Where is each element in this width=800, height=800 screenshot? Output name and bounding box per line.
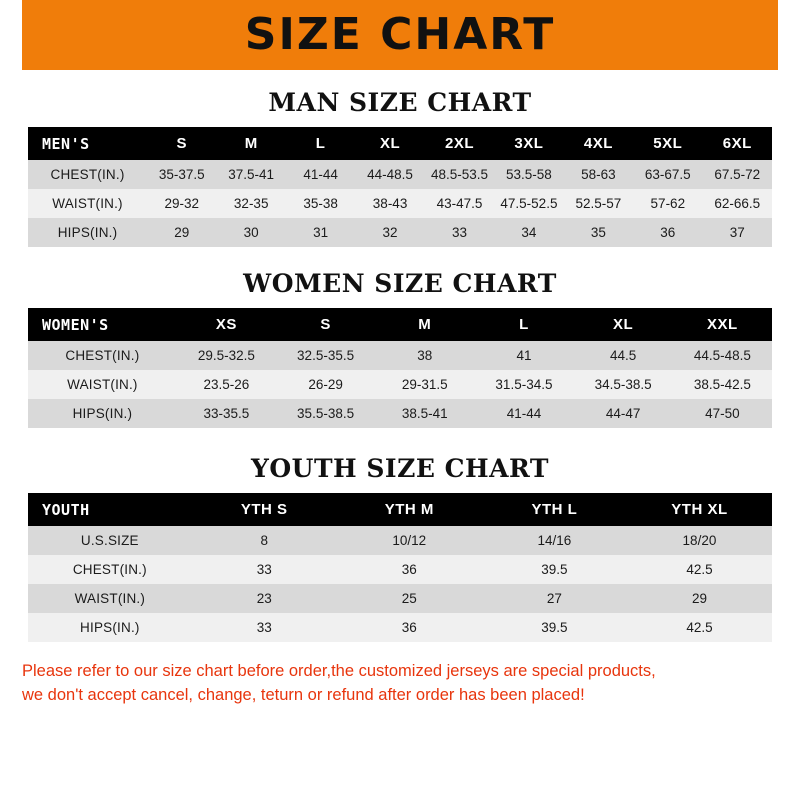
table-cell: 8 bbox=[192, 526, 337, 555]
column-header: L bbox=[474, 308, 573, 341]
column-header: XL bbox=[355, 127, 424, 160]
row-header: HIPS(IN.) bbox=[28, 399, 177, 428]
row-header: WAIST(IN.) bbox=[28, 370, 177, 399]
header-banner bbox=[0, 0, 800, 70]
column-header: XXL bbox=[673, 308, 772, 341]
man-table-wrapper bbox=[28, 127, 772, 247]
table-cell: 31.5-34.5 bbox=[474, 370, 573, 399]
women-size-table bbox=[28, 308, 772, 428]
table-row bbox=[28, 341, 772, 370]
row-header: CHEST(IN.) bbox=[28, 160, 147, 189]
table-cell: 23.5-26 bbox=[177, 370, 276, 399]
row-header: HIPS(IN.) bbox=[28, 613, 192, 642]
table-cell: 41-44 bbox=[286, 160, 355, 189]
table-cell: 63-67.5 bbox=[633, 160, 702, 189]
table-cell: 29.5-32.5 bbox=[177, 341, 276, 370]
table-cell: 44.5-48.5 bbox=[673, 341, 772, 370]
table-cell: 10/12 bbox=[337, 526, 482, 555]
row-header: WAIST(IN.) bbox=[28, 189, 147, 218]
table-row bbox=[28, 218, 772, 247]
table-cell: 27 bbox=[482, 584, 627, 613]
table-header-row bbox=[28, 308, 772, 341]
table-cell: 33 bbox=[192, 613, 337, 642]
table-cell: 29 bbox=[147, 218, 216, 247]
column-header: YOUTH bbox=[28, 493, 192, 526]
column-header: YTH XL bbox=[627, 493, 772, 526]
footer-note bbox=[22, 660, 778, 708]
youth-table-wrapper bbox=[28, 493, 772, 642]
row-header: WAIST(IN.) bbox=[28, 584, 192, 613]
column-header: S bbox=[147, 127, 216, 160]
column-header: XS bbox=[177, 308, 276, 341]
table-cell: 33 bbox=[425, 218, 494, 247]
table-cell: 35.5-38.5 bbox=[276, 399, 375, 428]
footer-note-line-2: we don't accept cancel, change, teturn or refund after order has been placed! bbox=[22, 685, 585, 704]
column-header: 6XL bbox=[703, 127, 772, 160]
table-cell: 47-50 bbox=[673, 399, 772, 428]
section-title-women: WOMEN SIZE CHART bbox=[243, 269, 557, 298]
table-cell: 33-35.5 bbox=[177, 399, 276, 428]
page-title: SIZE CHART bbox=[244, 9, 556, 60]
table-cell: 26-29 bbox=[276, 370, 375, 399]
table-cell: 41-44 bbox=[474, 399, 573, 428]
table-cell: 36 bbox=[337, 613, 482, 642]
table-cell: 18/20 bbox=[627, 526, 772, 555]
table-cell: 42.5 bbox=[627, 613, 772, 642]
table-row bbox=[28, 399, 772, 428]
table-cell: 35-38 bbox=[286, 189, 355, 218]
row-header: U.S.SIZE bbox=[28, 526, 192, 555]
column-header: YTH M bbox=[337, 493, 482, 526]
table-cell: 38.5-42.5 bbox=[673, 370, 772, 399]
footer-note-line-1: Please refer to our size chart before order,the customized jerseys are special products, bbox=[22, 662, 656, 680]
table-cell: 42.5 bbox=[627, 555, 772, 584]
table-row bbox=[28, 189, 772, 218]
column-header: S bbox=[276, 308, 375, 341]
column-header: M bbox=[375, 308, 474, 341]
table-cell: 29 bbox=[627, 584, 772, 613]
women-table-wrapper bbox=[28, 308, 772, 428]
table-row bbox=[28, 584, 772, 613]
table-header-row bbox=[28, 493, 772, 526]
column-header: 3XL bbox=[494, 127, 563, 160]
man-size-table bbox=[28, 127, 772, 247]
table-row bbox=[28, 160, 772, 189]
column-header: L bbox=[286, 127, 355, 160]
table-cell: 52.5-57 bbox=[564, 189, 633, 218]
table-cell: 44-48.5 bbox=[355, 160, 424, 189]
column-header: YTH S bbox=[192, 493, 337, 526]
table-cell: 14/16 bbox=[482, 526, 627, 555]
table-cell: 37.5-41 bbox=[216, 160, 285, 189]
table-row bbox=[28, 613, 772, 642]
banner-right-notch bbox=[778, 0, 800, 70]
table-cell: 39.5 bbox=[482, 613, 627, 642]
table-cell: 44-47 bbox=[574, 399, 673, 428]
table-cell: 30 bbox=[216, 218, 285, 247]
table-cell: 34.5-38.5 bbox=[574, 370, 673, 399]
table-cell: 35-37.5 bbox=[147, 160, 216, 189]
table-cell: 53.5-58 bbox=[494, 160, 563, 189]
column-header: YTH L bbox=[482, 493, 627, 526]
table-cell: 36 bbox=[633, 218, 702, 247]
table-row bbox=[28, 370, 772, 399]
table-cell: 33 bbox=[192, 555, 337, 584]
column-header: MEN'S bbox=[28, 127, 147, 160]
table-cell: 35 bbox=[564, 218, 633, 247]
table-cell: 47.5-52.5 bbox=[494, 189, 563, 218]
table-cell: 57-62 bbox=[633, 189, 702, 218]
row-header: CHEST(IN.) bbox=[28, 555, 192, 584]
table-cell: 38.5-41 bbox=[375, 399, 474, 428]
table-cell: 36 bbox=[337, 555, 482, 584]
table-cell: 37 bbox=[703, 218, 772, 247]
column-header: M bbox=[216, 127, 285, 160]
table-cell: 44.5 bbox=[574, 341, 673, 370]
table-row bbox=[28, 555, 772, 584]
banner-left-notch bbox=[0, 0, 22, 70]
section-title-man: MAN SIZE CHART bbox=[268, 88, 532, 117]
table-cell: 48.5-53.5 bbox=[425, 160, 494, 189]
table-cell: 38 bbox=[375, 341, 474, 370]
table-cell: 32 bbox=[355, 218, 424, 247]
table-cell: 58-63 bbox=[564, 160, 633, 189]
table-cell: 23 bbox=[192, 584, 337, 613]
table-cell: 32.5-35.5 bbox=[276, 341, 375, 370]
table-cell: 43-47.5 bbox=[425, 189, 494, 218]
column-header: 5XL bbox=[633, 127, 702, 160]
column-header: 2XL bbox=[425, 127, 494, 160]
table-row bbox=[28, 526, 772, 555]
table-cell: 25 bbox=[337, 584, 482, 613]
row-header: HIPS(IN.) bbox=[28, 218, 147, 247]
table-cell: 67.5-72 bbox=[703, 160, 772, 189]
column-header: 4XL bbox=[564, 127, 633, 160]
table-cell: 39.5 bbox=[482, 555, 627, 584]
table-cell: 29-31.5 bbox=[375, 370, 474, 399]
column-header: WOMEN'S bbox=[28, 308, 177, 341]
table-cell: 38-43 bbox=[355, 189, 424, 218]
table-cell: 62-66.5 bbox=[703, 189, 772, 218]
table-cell: 41 bbox=[474, 341, 573, 370]
section-title-youth: YOUTH SIZE CHART bbox=[251, 454, 549, 483]
table-cell: 31 bbox=[286, 218, 355, 247]
youth-size-table bbox=[28, 493, 772, 642]
table-cell: 29-32 bbox=[147, 189, 216, 218]
column-header: XL bbox=[574, 308, 673, 341]
row-header: CHEST(IN.) bbox=[28, 341, 177, 370]
table-header-row bbox=[28, 127, 772, 160]
table-cell: 32-35 bbox=[216, 189, 285, 218]
table-cell: 34 bbox=[494, 218, 563, 247]
